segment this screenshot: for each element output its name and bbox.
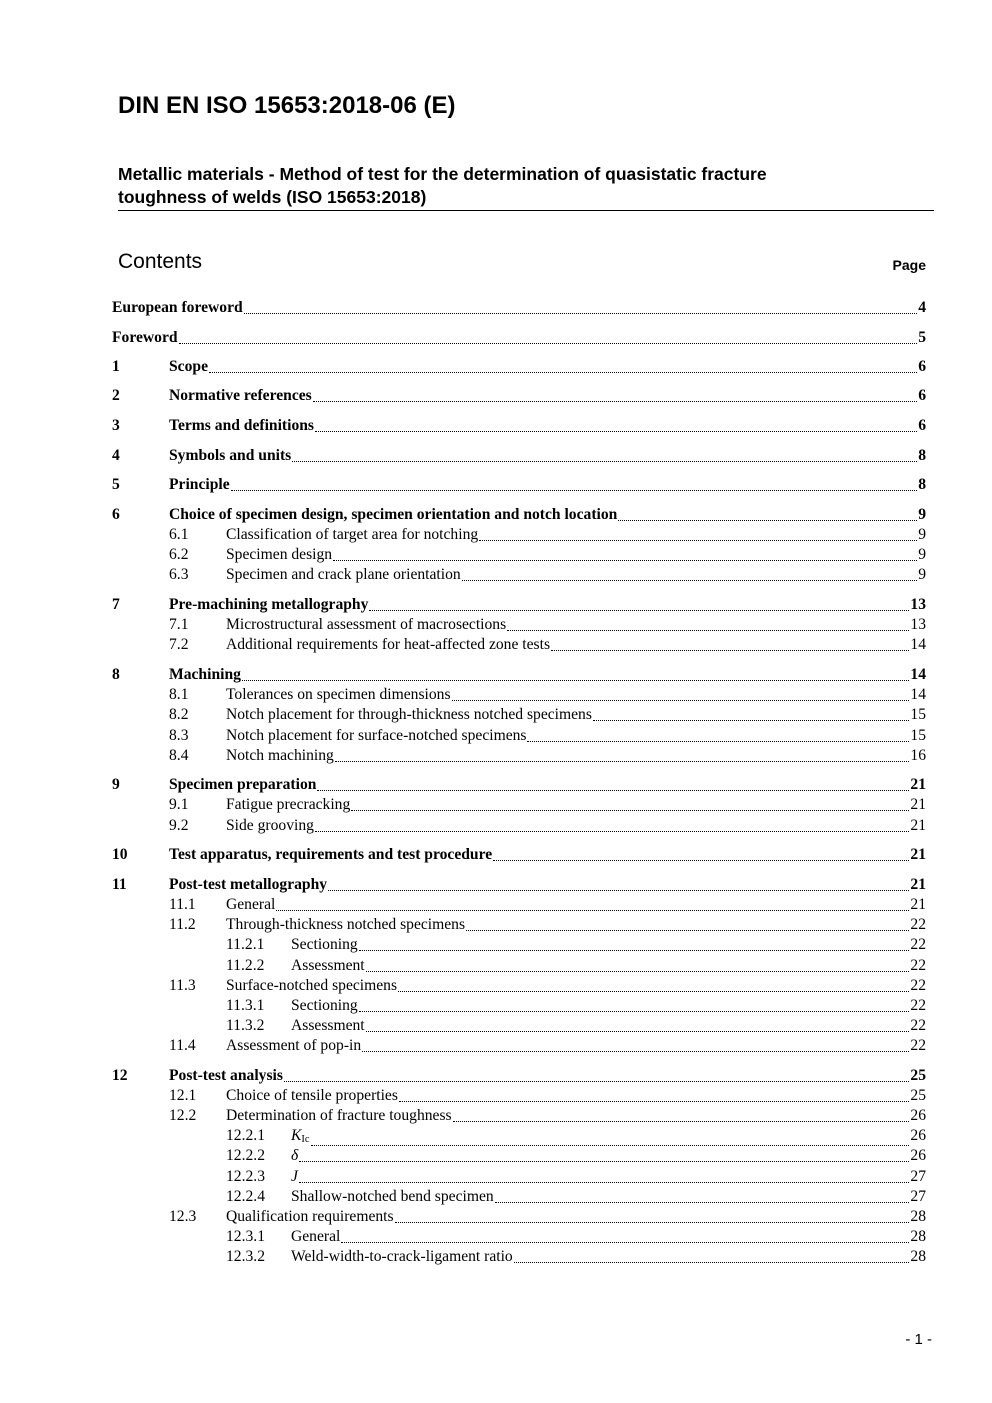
- dot-leader: [315, 430, 917, 432]
- toc-entry-page[interactable]: 28: [910, 1228, 926, 1245]
- toc-entry-number: 3: [112, 417, 120, 434]
- toc-entry[interactable]: [0, 895, 992, 915]
- toc-entry-title[interactable]: Choice of specimen design, specimen orientation and notch location: [169, 506, 618, 523]
- toc-entry[interactable]: [0, 565, 992, 585]
- page-column-label: Page: [892, 257, 926, 273]
- toc-entry-page[interactable]: 28: [910, 1208, 926, 1225]
- toc-entry-title[interactable]: Fatigue precracking: [226, 796, 351, 813]
- toc-entry[interactable]: [0, 446, 992, 466]
- toc-entry-number: 8: [112, 666, 120, 683]
- toc-entry-title[interactable]: Notch placement for surface-notched specimens: [226, 727, 527, 744]
- toc-entry-number: 9: [112, 776, 120, 793]
- toc-entry-page[interactable]: 14: [910, 686, 926, 703]
- toc-entry-page[interactable]: 15: [910, 706, 926, 723]
- toc-entry-title[interactable]: Normative references: [169, 387, 312, 404]
- toc-entry[interactable]: [0, 1126, 992, 1146]
- toc-entry-title[interactable]: Side grooving: [226, 817, 314, 834]
- dot-leader: [507, 629, 909, 631]
- toc-entry-title[interactable]: Surface-notched specimens: [226, 977, 398, 994]
- toc-entry-page[interactable]: 22: [910, 977, 926, 994]
- dot-leader: [244, 312, 918, 314]
- dot-leader: [335, 760, 910, 762]
- toc-entry-title[interactable]: Post-test metallography: [169, 876, 328, 893]
- toc-entry-number: 8.4: [169, 747, 189, 764]
- toc-entry-title[interactable]: Pre-machining metallography: [169, 596, 369, 613]
- dot-leader: [495, 1201, 910, 1203]
- toc-entry[interactable]: [0, 1247, 992, 1267]
- toc-entry-page[interactable]: 21: [910, 796, 926, 813]
- toc-entry-title-symbol: J: [291, 1168, 298, 1185]
- dot-leader: [359, 949, 910, 951]
- toc-entry-number: 8.1: [169, 686, 189, 703]
- toc-entry-number: 12.2.2: [226, 1147, 265, 1164]
- toc-entry[interactable]: [0, 298, 992, 318]
- toc-entry-page[interactable]: 28: [910, 1248, 926, 1265]
- toc-entry[interactable]: [0, 746, 992, 766]
- dot-leader: [299, 1181, 909, 1183]
- toc-entry-title[interactable]: Sectioning: [291, 936, 358, 953]
- toc-entry-number: 4: [112, 447, 120, 464]
- toc-entry-page[interactable]: 4: [918, 299, 926, 316]
- toc-entry[interactable]: [0, 705, 992, 725]
- toc-entry-title[interactable]: Assessment: [291, 1017, 365, 1034]
- toc-entry-number: 12.2.4: [226, 1188, 265, 1205]
- dot-leader: [369, 609, 909, 611]
- toc-entry-title[interactable]: Assessment of pop-in: [226, 1037, 362, 1054]
- dot-leader: [209, 371, 917, 373]
- toc-entry-number: 12.3.2: [226, 1248, 265, 1265]
- dot-leader: [328, 889, 909, 891]
- dot-leader: [366, 1030, 910, 1032]
- dot-leader: [359, 1010, 910, 1012]
- dot-leader: [299, 1160, 909, 1162]
- dot-leader: [179, 342, 918, 344]
- toc-entry-page[interactable]: 13: [910, 596, 926, 613]
- toc-entry-title[interactable]: Notch machining: [226, 747, 334, 764]
- toc-entry-page[interactable]: 8: [918, 447, 926, 464]
- toc-entry[interactable]: [0, 1227, 992, 1247]
- toc-entry[interactable]: [0, 416, 992, 436]
- toc-entry-title[interactable]: Shallow-notched bend specimen: [291, 1188, 494, 1205]
- toc-entry-title[interactable]: Post-test analysis: [169, 1067, 283, 1084]
- toc-entry[interactable]: [0, 976, 992, 996]
- toc-entry-title[interactable]: [291, 1167, 298, 1187]
- toc-entry-page[interactable]: 8: [918, 476, 926, 493]
- toc-entry-number: 12.2.1: [226, 1127, 265, 1144]
- toc-entry[interactable]: [0, 875, 992, 895]
- toc-entry-title[interactable]: Sectioning: [291, 997, 358, 1014]
- toc-entry-number: 11.2.1: [226, 936, 265, 953]
- toc-entry-page[interactable]: 25: [910, 1087, 926, 1104]
- dot-leader: [317, 789, 909, 791]
- toc-entry-title[interactable]: [291, 1146, 298, 1166]
- toc-entry[interactable]: [0, 505, 992, 525]
- dot-leader: [479, 539, 917, 541]
- toc-entry-title[interactable]: Classification of target area for notching: [226, 526, 479, 543]
- toc-entry-number: 6.2: [169, 546, 189, 563]
- toc-entry[interactable]: [0, 795, 992, 815]
- toc-entry-page[interactable]: 26: [910, 1147, 926, 1164]
- toc-entry[interactable]: [0, 1066, 992, 1086]
- toc-entry-page[interactable]: 22: [910, 1037, 926, 1054]
- toc-entry-title[interactable]: Principle: [169, 476, 230, 493]
- toc-entry-number: 12.2: [169, 1107, 197, 1124]
- toc-entry-number: 12: [112, 1067, 128, 1084]
- toc-entry-title-symbol: K: [291, 1127, 302, 1144]
- dot-leader: [452, 699, 910, 701]
- toc-entry-number: 11.3: [169, 977, 196, 994]
- toc-entry-page[interactable]: 22: [910, 997, 926, 1014]
- toc-entry-page[interactable]: 9: [918, 526, 926, 543]
- toc-entry[interactable]: [0, 665, 992, 685]
- toc-entry-title[interactable]: Specimen and crack plane orientation: [226, 566, 461, 583]
- dot-leader: [466, 929, 909, 931]
- toc-entry-page[interactable]: 9: [918, 506, 926, 523]
- toc-entry-number: 11.3.2: [226, 1017, 265, 1034]
- toc-entry-title[interactable]: Weld-width-to-crack-ligament ratio: [291, 1248, 513, 1265]
- toc-entry-title-subscript: Ic: [301, 1134, 310, 1145]
- toc-entry[interactable]: [0, 915, 992, 935]
- toc-entry[interactable]: [0, 525, 992, 545]
- toc-entry-title[interactable]: Through-thickness notched specimens: [226, 916, 466, 933]
- toc-entry[interactable]: [0, 545, 992, 565]
- toc-entry-page[interactable]: 14: [910, 666, 926, 683]
- toc-entry[interactable]: [0, 685, 992, 705]
- toc-entry-title[interactable]: Qualification requirements: [226, 1208, 394, 1225]
- toc-entry-title[interactable]: Test apparatus, requirements and test procedure: [169, 846, 493, 863]
- toc-entry-title[interactable]: Scope: [169, 358, 208, 375]
- toc-entry[interactable]: [0, 1167, 992, 1187]
- toc-entry-title-symbol: δ: [291, 1147, 299, 1164]
- document-title-line-2: toughness of welds (ISO 15653:2018): [118, 187, 427, 207]
- toc-entry-number: 11.3.1: [226, 997, 265, 1014]
- toc-entry[interactable]: [0, 1207, 992, 1227]
- toc-entry-number: 7.2: [169, 636, 189, 653]
- toc-entry[interactable]: [0, 595, 992, 615]
- toc-entry[interactable]: [0, 845, 992, 865]
- toc-entry-title[interactable]: Additional requirements for heat-affected zone tests: [226, 636, 551, 653]
- dot-leader: [313, 400, 917, 402]
- toc-entry[interactable]: [0, 1187, 992, 1207]
- toc-entry-title[interactable]: Specimen preparation: [169, 776, 317, 793]
- toc-entry[interactable]: [0, 1036, 992, 1056]
- dot-leader: [618, 519, 917, 521]
- toc-entry-number: 11.4: [169, 1037, 196, 1054]
- page-number: - 1 -: [905, 1331, 932, 1348]
- dot-leader: [351, 809, 909, 811]
- toc-entry-number: 12.3.1: [226, 1228, 265, 1245]
- toc-entry-page[interactable]: 9: [918, 566, 926, 583]
- dot-leader: [514, 1261, 910, 1263]
- dot-leader: [242, 679, 909, 681]
- toc-entry[interactable]: [0, 996, 992, 1016]
- toc-entry-page[interactable]: 27: [910, 1188, 926, 1205]
- toc-entry-title[interactable]: Specimen design: [226, 546, 333, 563]
- dot-leader: [284, 1080, 909, 1082]
- toc-entry-number: 11.2: [169, 916, 196, 933]
- dot-leader: [593, 719, 909, 721]
- toc-entry-page[interactable]: 6: [918, 387, 926, 404]
- toc-entry-page[interactable]: 14: [910, 636, 926, 653]
- toc-entry[interactable]: [0, 1146, 992, 1166]
- toc-entry[interactable]: [0, 956, 992, 976]
- toc-entry-number: 12.1: [169, 1087, 197, 1104]
- toc-entry-page[interactable]: 15: [910, 727, 926, 744]
- toc-entry[interactable]: [0, 816, 992, 836]
- toc-entry-page[interactable]: 9: [918, 546, 926, 563]
- toc-entry-number: 11: [112, 876, 127, 893]
- toc-entry-page[interactable]: 21: [910, 846, 926, 863]
- toc-entry-number: 7.1: [169, 616, 189, 633]
- dot-leader: [527, 740, 909, 742]
- document-id: DIN EN ISO 15653:2018-06 (E): [118, 92, 456, 119]
- toc-entry-number: 5: [112, 476, 120, 493]
- toc-entry-page[interactable]: 6: [918, 358, 926, 375]
- toc-entry-page[interactable]: 13: [910, 616, 926, 633]
- toc-entry-number: 8.2: [169, 706, 189, 723]
- toc-entry[interactable]: [0, 386, 992, 406]
- dot-leader: [231, 489, 918, 491]
- toc-entry-number: 10: [112, 846, 128, 863]
- toc-entry[interactable]: [0, 615, 992, 635]
- document-title-line-1: Metallic materials - Method of test for the determination of quasistatic fracture: [118, 164, 767, 184]
- toc-entry-page[interactable]: 22: [910, 916, 926, 933]
- dot-leader: [292, 460, 917, 462]
- toc-entry-title[interactable]: Assessment: [291, 957, 365, 974]
- toc-entry-number: 12.2.3: [226, 1168, 265, 1185]
- toc-entry-number: 11.1: [169, 896, 196, 913]
- toc-entry-title[interactable]: Microstructural assessment of macrosections: [226, 616, 507, 633]
- dot-leader: [462, 579, 918, 581]
- toc-entry-page[interactable]: 22: [910, 1017, 926, 1034]
- toc-entry-number: 8.3: [169, 727, 189, 744]
- toc-entry-page[interactable]: 22: [910, 957, 926, 974]
- toc-entry[interactable]: [0, 357, 992, 377]
- toc-entry[interactable]: [0, 775, 992, 795]
- toc-entry-title[interactable]: Symbols and units: [169, 447, 292, 464]
- dot-leader: [399, 1100, 909, 1102]
- toc-entry-title[interactable]: Terms and definitions: [169, 417, 314, 434]
- toc-entry[interactable]: [0, 328, 992, 348]
- dot-leader: [551, 649, 909, 651]
- toc-entry-title[interactable]: Foreword: [112, 329, 178, 346]
- toc-entry-number: 9.1: [169, 796, 189, 813]
- toc-entry[interactable]: [0, 1016, 992, 1036]
- toc-entry-title[interactable]: General: [226, 896, 276, 913]
- dot-leader: [453, 1120, 910, 1122]
- toc-entry-number: 6: [112, 506, 120, 523]
- toc-entry-title[interactable]: Machining: [169, 666, 241, 683]
- toc-entry-page[interactable]: 26: [910, 1107, 926, 1124]
- dot-leader: [362, 1050, 909, 1052]
- toc-entry-title[interactable]: Choice of tensile properties: [226, 1087, 398, 1104]
- dot-leader: [341, 1241, 909, 1243]
- toc-entry[interactable]: [0, 726, 992, 746]
- dot-leader: [398, 990, 909, 992]
- toc-entry-page[interactable]: 25: [910, 1067, 926, 1084]
- toc-entry-number: 12.3: [169, 1208, 197, 1225]
- toc-entry-title[interactable]: European foreword: [112, 299, 243, 316]
- toc-entry[interactable]: [0, 935, 992, 955]
- toc-entry-title[interactable]: Tolerances on specimen dimensions: [226, 686, 451, 703]
- toc-entry-page[interactable]: 21: [910, 776, 926, 793]
- toc-entry-page[interactable]: 21: [910, 896, 926, 913]
- toc-entry-page[interactable]: 16: [910, 747, 926, 764]
- toc-entry[interactable]: [0, 475, 992, 495]
- dot-leader: [493, 859, 909, 861]
- toc-entry-title[interactable]: General: [291, 1228, 341, 1245]
- dot-leader: [315, 830, 909, 832]
- toc-entry-page[interactable]: 6: [918, 417, 926, 434]
- toc-entry[interactable]: [0, 1086, 992, 1106]
- dot-leader: [333, 559, 917, 561]
- toc-entry-page[interactable]: 26: [910, 1127, 926, 1144]
- dot-leader: [366, 970, 910, 972]
- toc-entry-number: 9.2: [169, 817, 189, 834]
- toc-entry-page[interactable]: 21: [910, 876, 926, 893]
- toc-entry-page[interactable]: 5: [918, 329, 926, 346]
- toc-entry-title[interactable]: Determination of fracture toughness: [226, 1107, 452, 1124]
- toc-entry-number: 6.1: [169, 526, 189, 543]
- toc-entry-page[interactable]: 27: [910, 1168, 926, 1185]
- dot-leader: [395, 1221, 910, 1223]
- toc-entry-number: 6.3: [169, 566, 189, 583]
- toc-entry-number: 11.2.2: [226, 957, 265, 974]
- toc-entry-number: 7: [112, 596, 120, 613]
- toc-entry-title[interactable]: Notch placement for through-thickness notched specimens: [226, 706, 592, 723]
- dot-leader: [276, 909, 909, 911]
- contents-heading: Contents: [118, 250, 203, 273]
- toc-entry[interactable]: [0, 1106, 992, 1126]
- toc-entry[interactable]: [0, 635, 992, 655]
- toc-entry-number: 1: [112, 358, 120, 375]
- toc-entry-page[interactable]: 22: [910, 936, 926, 953]
- toc-entry-number: 2: [112, 387, 120, 404]
- toc-entry-page[interactable]: 21: [910, 817, 926, 834]
